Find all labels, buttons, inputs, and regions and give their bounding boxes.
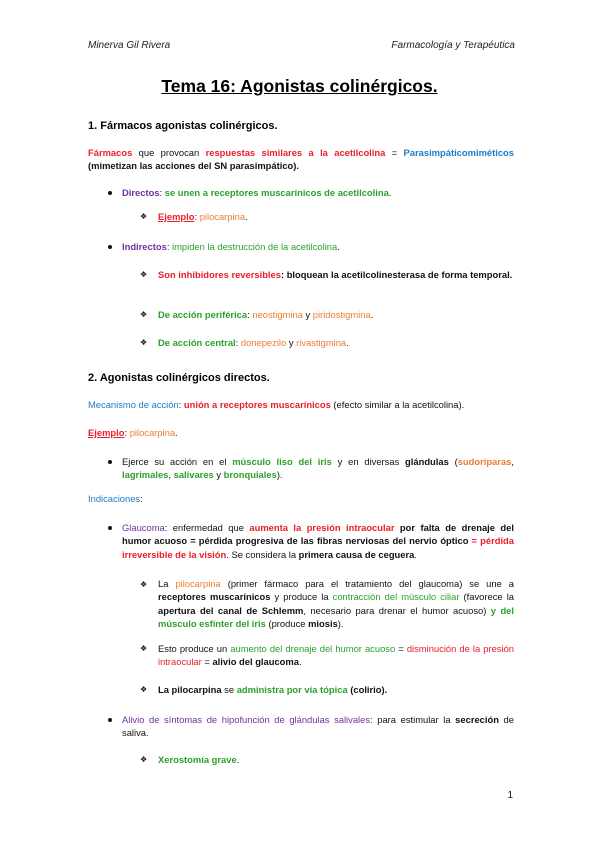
topica-item <box>158 683 514 696</box>
text: . <box>298 656 302 668</box>
indirectos-label: Indirectos <box>122 241 167 252</box>
text: : para estimular la <box>370 714 456 725</box>
text: (primer fármaco para el tratamiento del glaucoma) se une a <box>220 578 514 589</box>
diamond-bullet-icon: ❖ <box>140 212 148 221</box>
text: y <box>213 469 224 481</box>
salivares: salivares <box>173 469 214 481</box>
glaucoma-label: Glaucoma <box>122 522 165 533</box>
contraccion-text: contracción del músculo ciliar <box>332 591 460 603</box>
central-label: De acción central <box>158 337 236 348</box>
text: (mimetizan las acciones del SN parasimpático). <box>88 160 300 172</box>
text: La <box>158 578 176 589</box>
respuestas-text: respuestas similares a la acetilcolina <box>205 147 386 158</box>
glaucoma-item <box>122 521 514 561</box>
xerostomia-label: Xerostomía grave <box>158 754 237 765</box>
bullet-dot-icon <box>108 245 112 249</box>
esfinter-text: y del músculo esfínter del iris <box>158 604 514 630</box>
text: receptores muscarínicos <box>158 591 271 603</box>
diamond-bullet-icon: ❖ <box>140 580 148 589</box>
text: . <box>175 427 178 438</box>
text: por falta de drenaje del humor acuoso = pérdida progresiva de las fibras nerviosas del nervio óptico <box>122 522 514 547</box>
periferica-label: De acción periférica <box>158 309 248 320</box>
pilocarpina: pilocarpina <box>175 578 221 589</box>
diamond-bullet-icon: ❖ <box>140 685 148 694</box>
text: : <box>194 211 200 222</box>
ejemplo-label: Ejemplo <box>158 211 195 222</box>
text: La pilocarpina <box>158 684 222 695</box>
schlemm-text: apertura del canal de Schlemm <box>158 604 304 616</box>
section-2-heading: 2. Agonistas colinérgicos directos. <box>88 372 270 384</box>
text: de saliva. <box>122 714 514 739</box>
indirectos-item <box>122 240 514 253</box>
bullet-dot-icon <box>108 460 112 464</box>
farmacos-term: Fármacos <box>88 147 133 158</box>
via-topica-text: administra por vía tópica <box>236 684 348 695</box>
text: (produce <box>265 618 309 630</box>
xerostomia-item <box>158 753 514 766</box>
pilocarpina-mecanismo-item <box>158 577 514 631</box>
bullet-dot-icon <box>108 718 112 722</box>
diamond-bullet-icon: ❖ <box>140 644 148 653</box>
neostigmina: neostigmina <box>252 309 303 320</box>
mecanismo-label: Mecanismo de acción <box>88 399 179 410</box>
bronquiales: bronquiales <box>223 469 277 481</box>
periferica-item <box>158 308 514 321</box>
ejemplo-value: pilocarpina <box>199 211 246 222</box>
alivio-label: Alivio de síntomas de hipofunción de glándulas salivales <box>122 714 371 725</box>
diamond-bullet-icon: ❖ <box>140 310 148 319</box>
page-number: 1 <box>507 790 513 801</box>
ejemplo-value: pilocarpina <box>129 427 176 438</box>
donepezilo: donepezilo <box>240 337 287 348</box>
text: ). <box>276 469 283 481</box>
header-subject: Farmacología y Terapéutica <box>391 40 515 51</box>
bullet-dot-icon <box>108 191 112 195</box>
ceguera-text: primera causa de ceguera <box>298 548 415 560</box>
rivastigmina: rivastigmina <box>296 337 347 348</box>
text: , <box>511 456 514 467</box>
text: y <box>302 309 313 320</box>
text: ). <box>337 618 344 630</box>
section-1-heading: 1. Fármacos agonistas colinérgicos. <box>88 120 278 132</box>
text: : <box>159 187 165 198</box>
ejemplo-label: Ejemplo <box>88 427 125 438</box>
text: Ejerce su acción en el <box>122 456 233 467</box>
drenaje-item <box>158 642 514 669</box>
text: = <box>201 656 213 668</box>
text: secreción <box>455 714 499 725</box>
text: (favorece la <box>459 591 515 603</box>
alivio-item <box>122 713 514 740</box>
sudoriparas: sudoríparas <box>457 456 512 467</box>
directos-text: se unen a receptores muscarínicos de acetilcolina <box>164 187 389 198</box>
ejemplo-item <box>158 210 514 223</box>
text: . <box>337 241 340 252</box>
indicaciones-heading <box>88 492 514 505</box>
text: . <box>245 211 248 222</box>
section-1-intro <box>88 146 514 173</box>
ejemplo-line <box>88 426 514 439</box>
parasimpaticomimeticos-term: Parasimpáticomiméticos <box>403 147 514 158</box>
text: que provocan <box>132 147 206 158</box>
lagrimales: lagrimales <box>122 469 169 481</box>
indirectos-text: impiden la destrucción de la acetilcolina <box>172 241 338 252</box>
aumento-drenaje-text: aumento del drenaje del humor acuoso <box>230 643 396 654</box>
indicaciones-label: Indicaciones <box>88 493 141 504</box>
diamond-bullet-icon: ❖ <box>140 755 148 764</box>
inhibidores-label: Son inhibidores reversibles <box>158 269 281 280</box>
text: : enfermedad que <box>164 522 250 533</box>
text: : <box>124 427 130 438</box>
text: y en diversas <box>331 456 406 467</box>
inhibidores-text: : bloquean la acetilcolinesterasa de forma temporal. <box>280 269 513 280</box>
disminucion-presion-text: disminución de la presión intraocular <box>158 643 515 668</box>
text: se <box>221 684 237 695</box>
header-author: Minerva Gil Rivera <box>88 40 171 51</box>
text: . <box>370 309 374 320</box>
mecanismo-text: unión a receptores muscarínicos <box>183 399 331 410</box>
text: , <box>168 469 174 481</box>
text: y <box>286 337 297 348</box>
text: . <box>414 548 417 560</box>
text: , necesario para drenar el humor acuoso) <box>303 604 491 616</box>
ejerce-item <box>122 455 514 482</box>
text: : <box>140 493 143 504</box>
diamond-bullet-icon: ❖ <box>140 338 148 347</box>
text: (efecto similar a la acetilcolina). <box>330 399 465 410</box>
piridostigmina: piridostigmina <box>312 309 371 320</box>
text: : <box>166 241 173 252</box>
text: : <box>178 399 184 410</box>
document-title: Tema 16: Agonistas colinérgicos. <box>161 76 438 96</box>
mecanismo-line <box>88 398 514 411</box>
text: . <box>346 337 349 348</box>
central-item <box>158 336 514 349</box>
text: . Se considera la <box>226 548 299 560</box>
directos-item <box>122 186 514 199</box>
text: = <box>395 643 407 654</box>
inhibidores-item <box>158 268 514 281</box>
bullet-dot-icon <box>108 526 112 530</box>
musculo-liso-text: músculo liso del iris <box>232 456 332 467</box>
miosis-text: miosis <box>308 618 338 630</box>
text: . <box>388 187 392 198</box>
text: y produce la <box>270 591 333 603</box>
perdida-vision-text: = pérdida irreversible de la visión <box>122 535 514 560</box>
text: = <box>385 147 404 158</box>
text: Esto produce un <box>158 643 231 654</box>
text: . <box>236 754 240 765</box>
diamond-bullet-icon: ❖ <box>140 270 148 279</box>
text: : <box>235 337 241 348</box>
directos-label: Directos <box>122 187 160 198</box>
text: (colirio). <box>347 684 388 695</box>
text: ( <box>448 456 458 467</box>
text: : <box>247 309 253 320</box>
presion-text: aumenta la presión intraocular <box>249 522 395 533</box>
glandulas-text: glándulas <box>405 456 449 467</box>
alivio-glaucoma-text: alivio del glaucoma <box>212 656 299 668</box>
